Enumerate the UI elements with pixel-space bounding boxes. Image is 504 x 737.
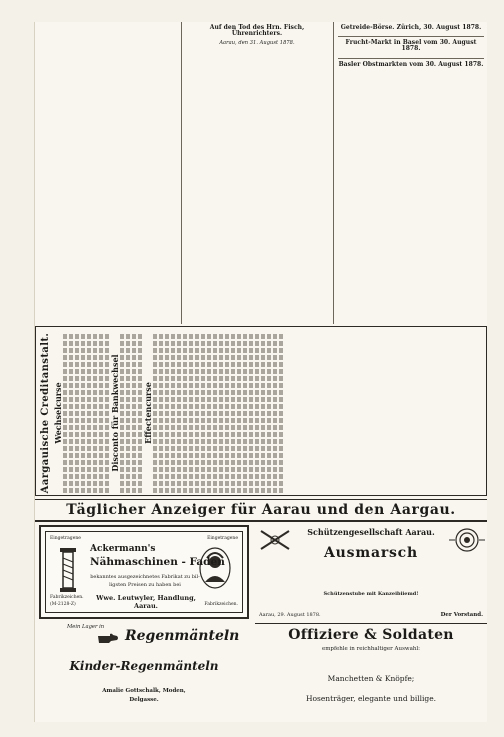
illegible-row	[126, 333, 130, 493]
ad-heading: Schützengesellschaft Aarau.	[307, 527, 435, 537]
ad-text: Manchetten & Knöpfe;	[327, 674, 415, 683]
illegible-row	[249, 333, 253, 493]
discount-heading: Disconto für Bankwechsel	[110, 354, 120, 472]
ad-title: Regenmänteln	[125, 628, 240, 644]
illegible-row	[87, 333, 91, 493]
illegible-row	[171, 333, 175, 493]
ad-signature: Delgasse.	[129, 697, 159, 703]
dateline: Aarau, den 31. August 1878.	[219, 40, 295, 47]
ad-text: Schützenstube mit Kanzeibiiemd!	[323, 591, 419, 597]
ad-intro: Mein Lager in	[67, 624, 105, 630]
obituary-heading: Auf den Tod des Hrn. Fisch, Ührenrichters.	[209, 24, 305, 38]
effects-heading: Effectencurse	[143, 382, 153, 444]
illegible-row	[120, 333, 124, 493]
illegible-row	[183, 333, 187, 493]
illegible-row	[189, 333, 193, 493]
illegible-row	[267, 333, 271, 493]
pointing-hand-icon	[97, 631, 119, 645]
ad-footnote: (M-2128-Z)	[50, 602, 76, 607]
ad-footnote: Fabrikzeichen.	[204, 602, 238, 607]
finance-table-rotated	[36, 329, 487, 496]
ad-date: Aarau, 29. August 1878.	[259, 612, 321, 618]
ad-subtitle: Kinder-Regenmänteln	[69, 659, 219, 673]
ad-title: Nähmaschinen - Faden	[90, 556, 225, 568]
illegible-row	[201, 333, 205, 493]
exchange-heading: Wechselcurse	[53, 382, 63, 444]
ad-signature: Der Vorstand.	[440, 612, 483, 618]
column-divider	[333, 22, 334, 324]
news-column-3	[338, 22, 484, 322]
illegible-row	[177, 333, 181, 493]
news-column-2	[186, 22, 328, 322]
market-heading: Getreide-Börse. Zürich, 30. August 1878.	[340, 24, 482, 31]
crossed-rifles-icon	[257, 527, 293, 553]
illegible-row	[69, 333, 73, 493]
illegible-row	[132, 333, 136, 493]
market-heading: Frucht-Markt in Basel vom 30. August 1878.	[345, 39, 477, 53]
thread-spool-icon	[54, 546, 82, 596]
portrait-medallion-icon	[198, 546, 232, 590]
column-divider	[181, 22, 182, 324]
ad-title: Ausmarsch	[324, 545, 418, 561]
illegible-row	[81, 333, 85, 493]
illegible-row	[75, 333, 79, 493]
illegible-row	[63, 333, 67, 493]
illegible-row	[213, 333, 217, 493]
illegible-row	[231, 333, 235, 493]
ad-signature: Amalie Gottschalk, Moden,	[102, 688, 186, 694]
newspaper-page	[34, 22, 487, 722]
news-section	[35, 22, 487, 327]
illegible-row	[153, 333, 157, 493]
illegible-row	[237, 333, 241, 493]
ad-regenmantel	[39, 623, 249, 721]
ad-ackermann	[39, 525, 249, 619]
ad-text: bekanntes ausgezeichnetes Fabrikat zu bil-	[90, 574, 200, 580]
finance-table-box	[35, 326, 487, 496]
illegible-row	[165, 333, 169, 493]
ad-title: Ackermann's	[90, 544, 156, 554]
illegible-row	[261, 333, 265, 493]
illegible-row	[93, 333, 97, 493]
divider	[338, 58, 484, 59]
trademark-label: Eingetragene	[207, 536, 238, 541]
illegible-row	[138, 333, 142, 493]
ad-offiziere	[255, 623, 487, 722]
illegible-row	[105, 333, 109, 493]
bank-title: Aargauische Creditanstalt.	[40, 332, 51, 494]
ad-inner-frame	[45, 531, 243, 613]
dealer-name: Wwe. Leutwyler, Handlung, Aarau.	[96, 594, 196, 610]
divider	[338, 36, 484, 37]
ad-schuetzen	[255, 525, 487, 619]
illegible-row	[273, 333, 277, 493]
ad-title: Offiziere & Soldaten	[288, 627, 454, 643]
ad-text: Hosenträger, elegante und billige.	[305, 694, 437, 703]
illegible-row	[255, 333, 259, 493]
news-column-1	[39, 22, 175, 322]
illegible-row	[243, 333, 247, 493]
ad-text: ligsten Preisen zu haben bei	[109, 582, 181, 588]
market-heading: Basler Obstmarkten vom 30. August 1878.	[338, 60, 484, 68]
illegible-row	[279, 333, 283, 493]
ad-footnote: Fabrikzeichen.	[50, 595, 84, 600]
illegible-row	[225, 333, 229, 493]
target-icon	[449, 527, 485, 553]
illegible-row	[207, 333, 211, 493]
trademark-label: Eingetragene	[50, 536, 81, 541]
illegible-row	[195, 333, 199, 493]
illegible-row	[159, 333, 163, 493]
illegible-row	[99, 333, 103, 493]
advertiser-title: Täglicher Anzeiger für Aarau und den Aargau.	[35, 499, 487, 522]
illegible-row	[219, 333, 223, 493]
ad-text: empfehle in reichhaltiger Auswahl:	[321, 646, 421, 652]
